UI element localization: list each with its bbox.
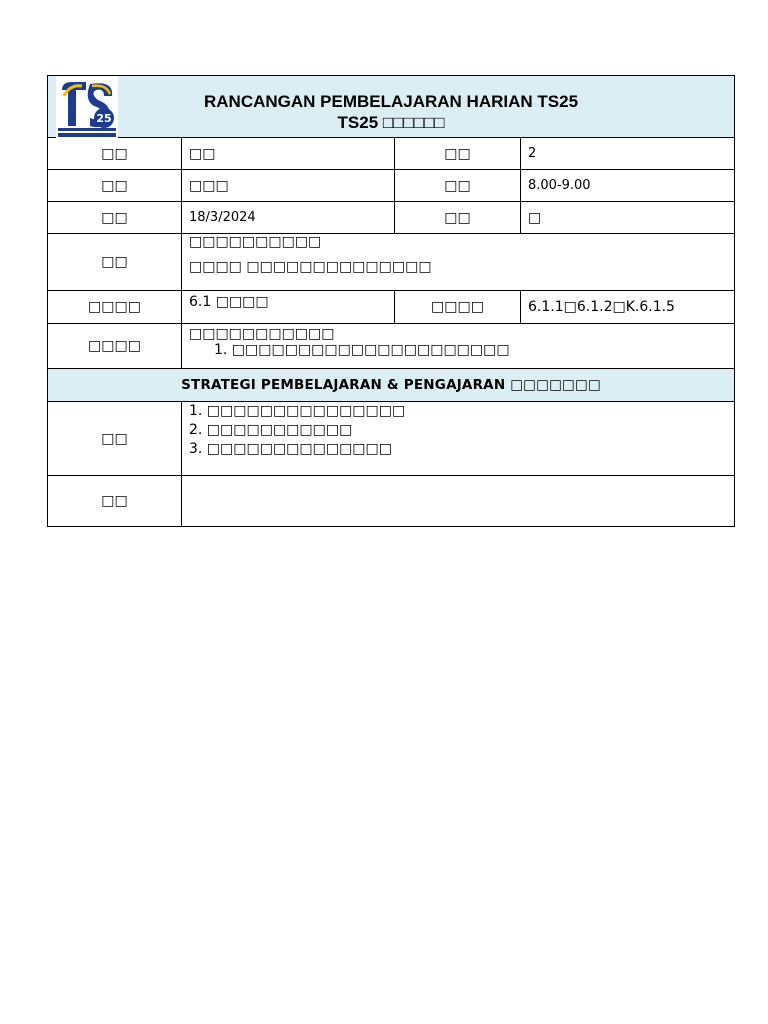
objective-cell: [182, 324, 735, 369]
svg-text:25: 25: [96, 112, 112, 125]
activity-label: □□: [48, 402, 182, 476]
topic-line-2: □□□□ □□□□□□□□□□□□□□: [189, 259, 432, 275]
day-label: □□: [395, 202, 521, 234]
objective-intro: □□□□□□□□□□□: [189, 326, 335, 342]
objective-label: □□□□: [48, 324, 182, 369]
date-value: 18/3/2024: [182, 202, 395, 234]
year-value: 2: [521, 138, 735, 170]
date-label: □□: [48, 202, 182, 234]
topic-line-1: □□□□□□□□□□: [189, 234, 322, 250]
activity-cell: [182, 402, 735, 476]
header-cell: [48, 76, 735, 138]
content-standard-value: 6.1 □□□□: [182, 291, 395, 324]
title-line-1: RANCANGAN PEMBELAJARAN HARIAN TS25: [204, 91, 579, 111]
day-value: □: [521, 202, 735, 234]
activity-item-3: 3. □□□□□□□□□□□□□□: [189, 441, 392, 457]
year-label: □□: [395, 138, 521, 170]
class-label: □□: [48, 170, 182, 202]
topic-label: □□: [48, 234, 182, 291]
lesson-plan-table: [47, 75, 735, 527]
content-standard-label: □□□□: [48, 291, 182, 324]
time-label: □□: [395, 170, 521, 202]
activity-item-2: 2. □□□□□□□□□□□: [189, 422, 353, 438]
ts25-logo-icon: [56, 76, 118, 138]
topic-cell: [182, 234, 735, 291]
subject-label: □□: [48, 138, 182, 170]
class-value: □□□: [182, 170, 395, 202]
strategy-heading: STRATEGI PEMBELAJARAN & PENGAJARAN □□□□□□□: [48, 369, 735, 402]
time-value: 8.00-9.00: [521, 170, 735, 202]
subject-value: □□: [182, 138, 395, 170]
title-line-2: TS25 □□□□□□: [337, 112, 445, 132]
objective-item-1: 1. □□□□□□□□□□□□□□□□□□□□□: [214, 342, 510, 358]
activity-item-1: 1. □□□□□□□□□□□□□□□: [189, 403, 406, 419]
page-title: [48, 81, 734, 133]
learning-standard-label: □□□□: [395, 291, 521, 324]
reflection-label: □□: [48, 476, 182, 527]
learning-standard-value: 6.1.1□6.1.2□K.6.1.5: [521, 291, 735, 324]
reflection-value: [182, 476, 735, 527]
